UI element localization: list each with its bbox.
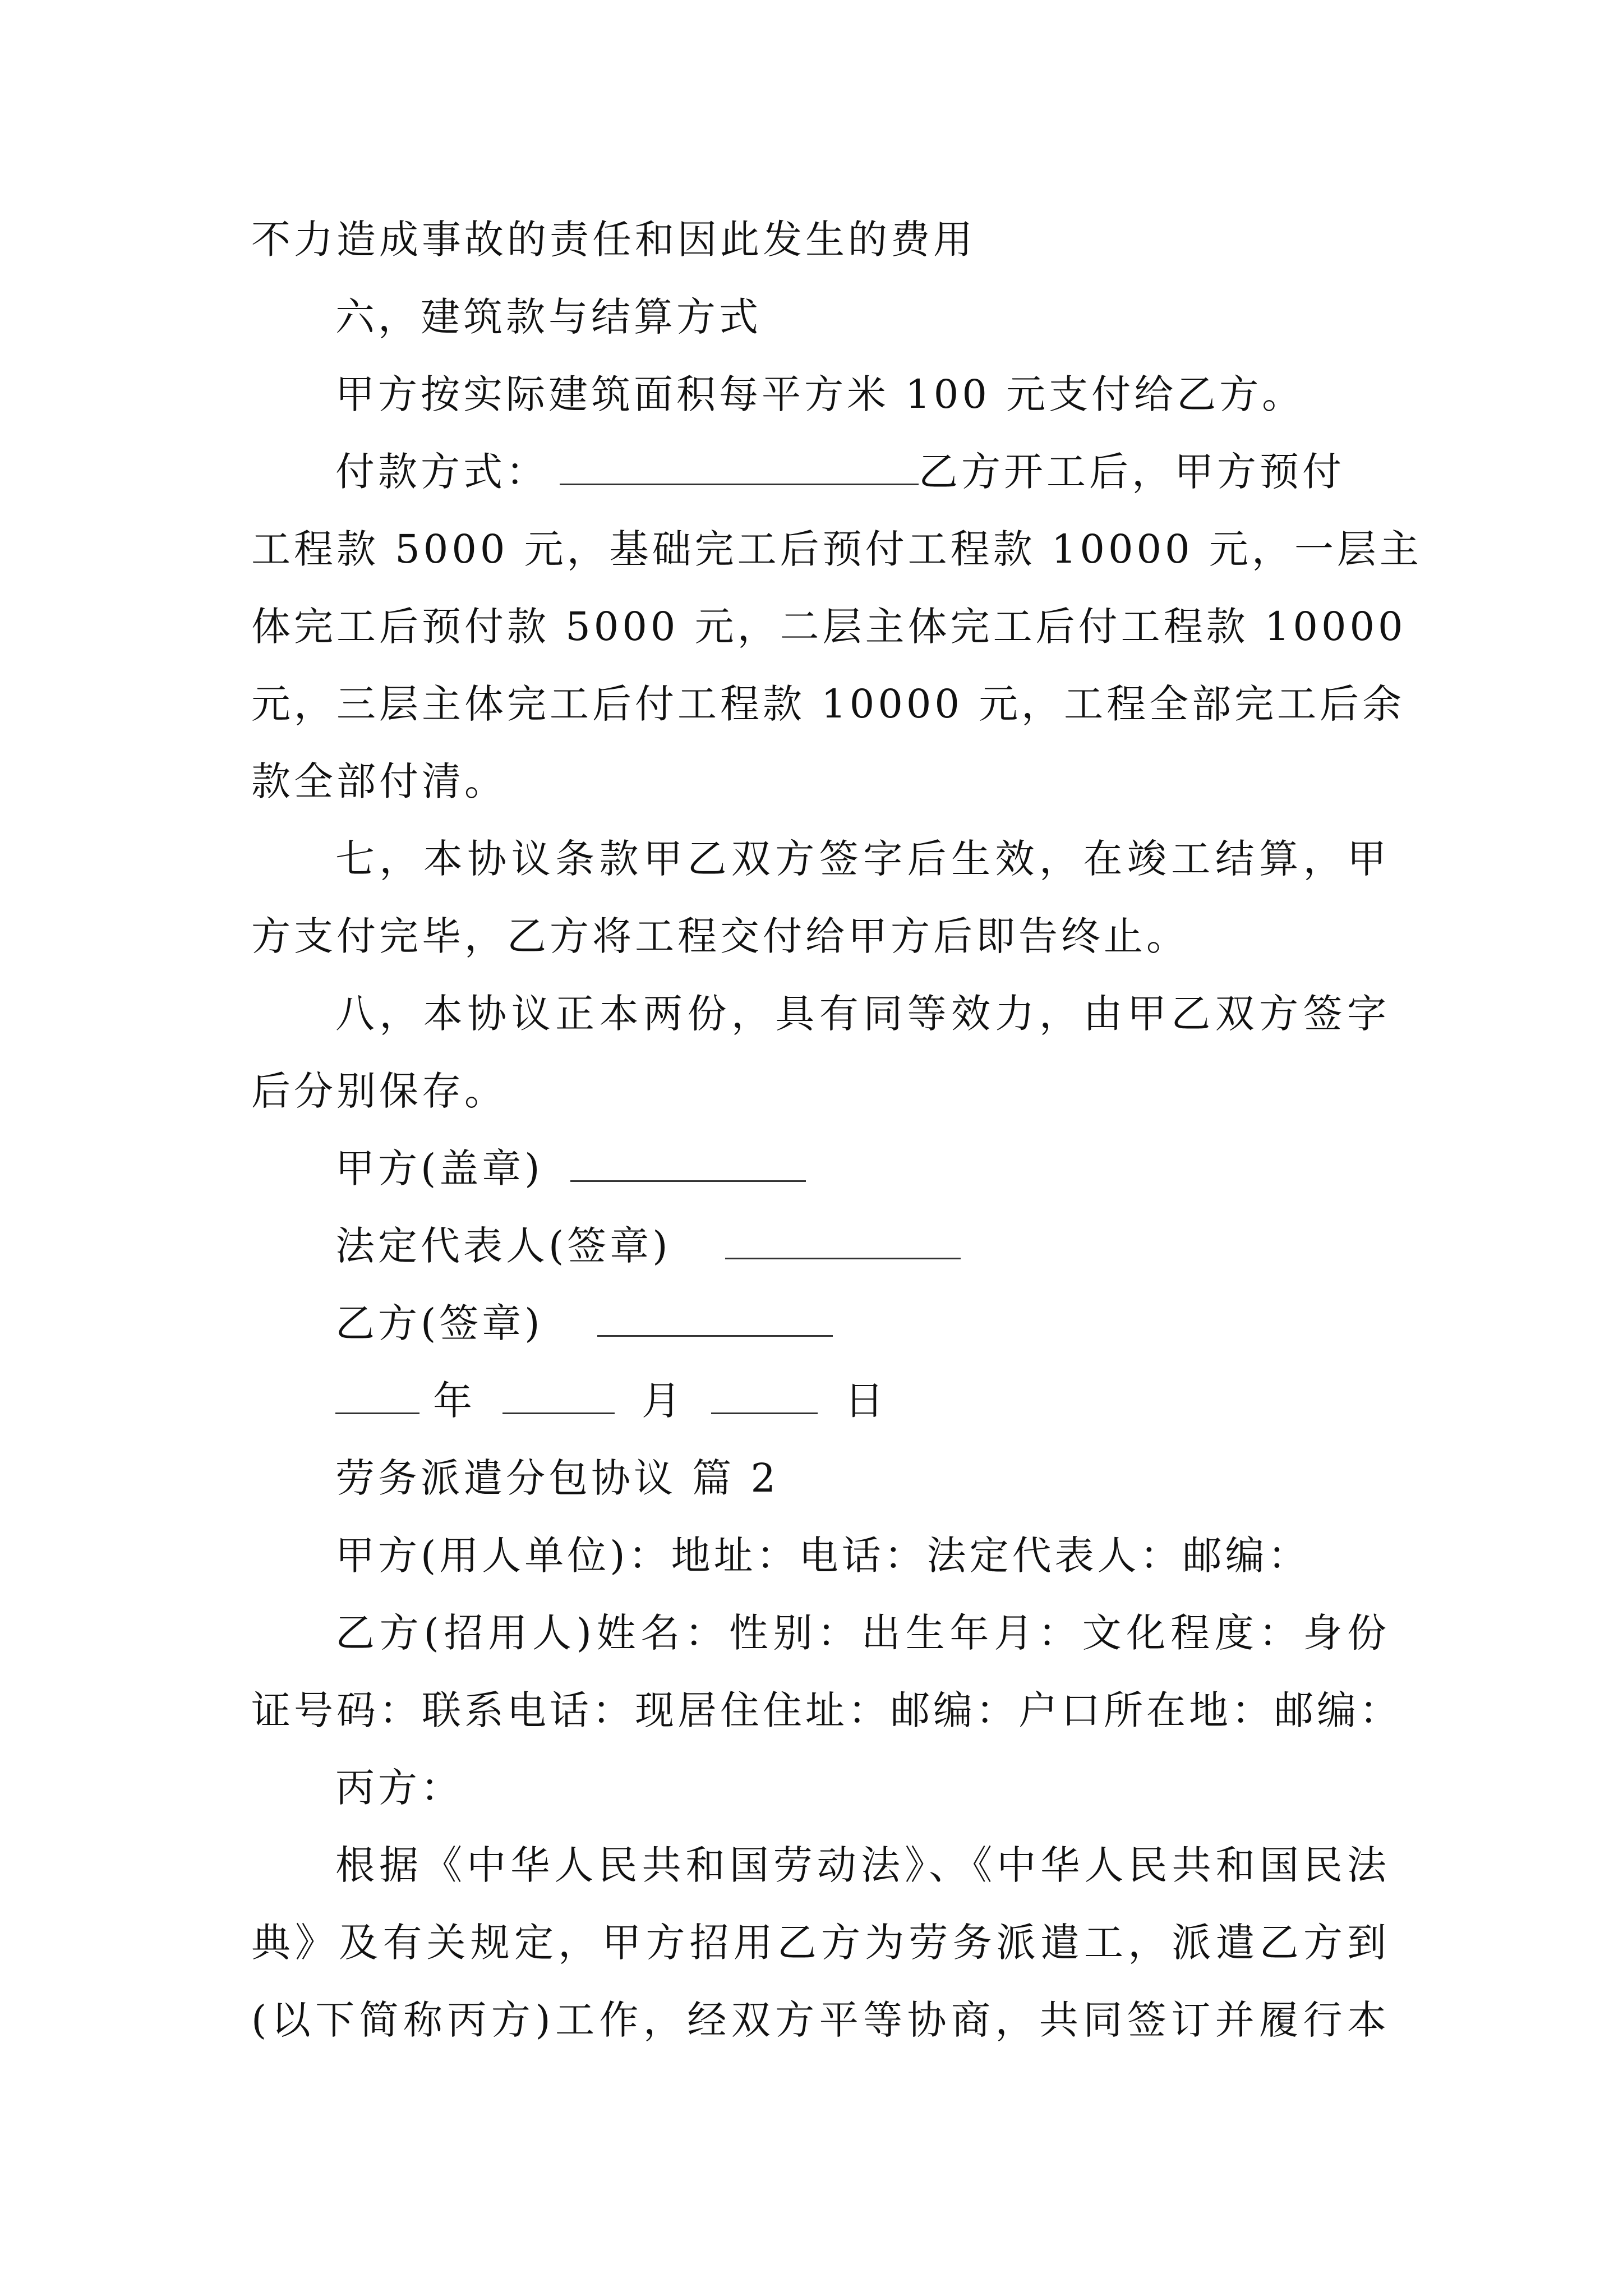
- text-line: 甲方按实际建筑面积每平方米 100 元支付给乙方。: [335, 371, 1305, 417]
- document-body: [251, 201, 1422, 2059]
- text-line: 乙方(招用人)姓名：性别：出生年月：文化程度：身份: [335, 1610, 1390, 1656]
- text-line: 不力造成事故的责任和因此发生的费用: [251, 217, 976, 263]
- signature-line-party-a: [251, 1130, 1390, 1207]
- party-b-label: 乙方(签章): [335, 1300, 543, 1346]
- party-b-blank: [597, 1303, 833, 1337]
- text-line: 后分别保存。: [251, 1068, 507, 1114]
- text-line: 根据《中华人民共和国劳动法》、《中华人民共和国民法: [335, 1842, 1390, 1888]
- day-blank: [711, 1380, 818, 1414]
- signature-line-legal-rep: [251, 1207, 1390, 1285]
- text-line: 元，三层主体完工后付工程款 10000 元，工程全部完工后余: [251, 681, 1405, 727]
- month-blank: [502, 1380, 615, 1414]
- text-line: 体完工后预付款 5000 元，二层主体完工后付工程款 10000: [251, 604, 1407, 650]
- signature-line-party-b: [251, 1285, 1390, 1362]
- legal-rep-label: 法定代表人(签章): [335, 1223, 671, 1269]
- text-line: 典》及有关规定，甲方招用乙方为劳务派遣工，派遣乙方到: [251, 1920, 1390, 1966]
- party-a-blank: [570, 1148, 806, 1182]
- year-label: 年: [433, 1378, 476, 1424]
- month-label: 月: [642, 1378, 684, 1424]
- agreement-title: 劳务派遣分包协议 篇 2: [335, 1455, 780, 1501]
- text-line: 证号码：联系电话：现居住住址：邮编：户口所在地：邮编：: [251, 1687, 1402, 1733]
- year-blank: [335, 1380, 419, 1414]
- party-a-label: 甲方(盖章): [335, 1145, 543, 1191]
- payment-text: 乙方开工后，甲方预付: [919, 449, 1345, 495]
- payment-line: [251, 433, 1390, 510]
- text-line: 七，本协议条款甲乙双方签字后生效，在竣工结算，甲: [335, 836, 1390, 882]
- day-label: 日: [845, 1378, 887, 1424]
- payment-blank: [560, 451, 919, 485]
- text-line: 甲方(用人单位)：地址：电话：法定代表人：邮编：: [335, 1533, 1311, 1579]
- payment-label: 付款方式：: [335, 449, 548, 495]
- date-line: [251, 1362, 1390, 1439]
- text-line: 款全部付清。: [251, 758, 507, 804]
- text-line: (以下简称丙方)工作，经双方平等协商，共同签订并履行本: [251, 1997, 1390, 2043]
- text-line: 丙方：: [335, 1765, 463, 1811]
- text-line: 工程款 5000 元，基础完工后预付工程款 10000 元，一层主: [251, 526, 1422, 572]
- legal-rep-blank: [725, 1225, 961, 1259]
- text-line: 八，本协议正本两份，具有同等效力，由甲乙双方签字: [335, 991, 1390, 1037]
- text-line: 方支付完毕，乙方将工程交付给甲方后即告终止。: [251, 913, 1189, 959]
- section-heading: 六，建筑款与结算方式: [335, 294, 762, 340]
